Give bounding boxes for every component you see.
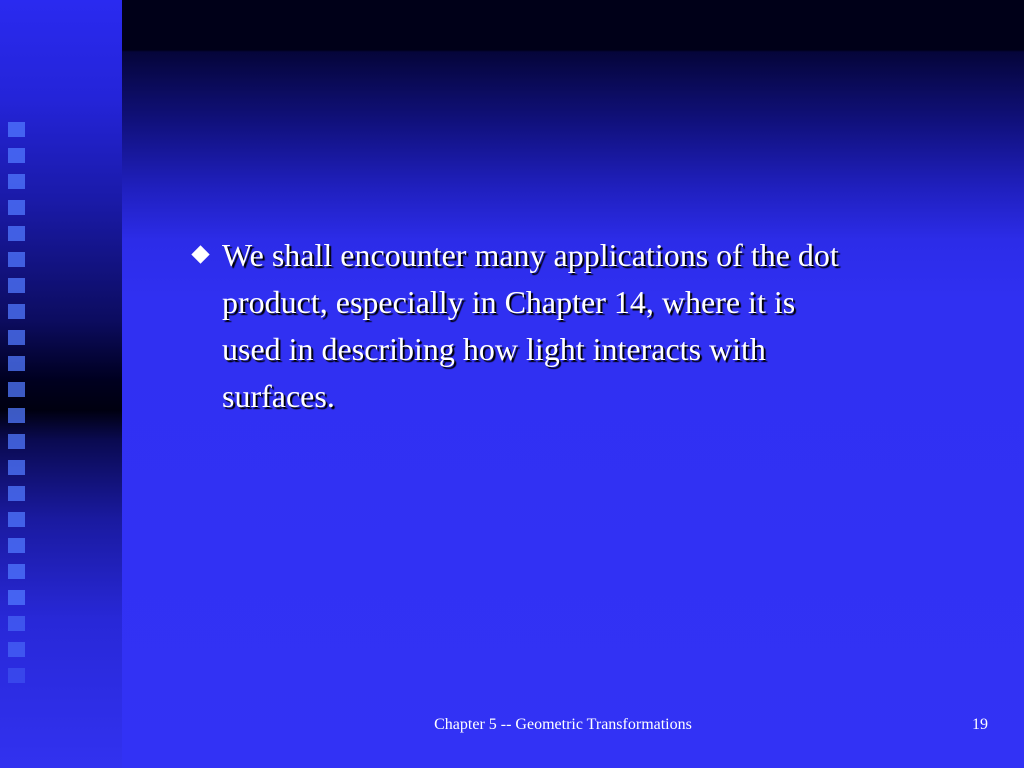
decorative-square	[8, 512, 25, 527]
slide-body	[190, 232, 990, 420]
decorative-square	[8, 538, 25, 553]
decorative-square	[8, 382, 25, 397]
decorative-square	[8, 486, 25, 501]
decorative-square	[8, 148, 25, 163]
decorative-square	[8, 330, 25, 345]
footer-title: Chapter 5 -- Geometric Transformations	[434, 716, 692, 733]
decorative-square	[8, 278, 25, 293]
decorative-square	[8, 226, 25, 241]
decorative-square	[8, 122, 25, 137]
bullet-item	[190, 232, 990, 420]
decorative-square	[8, 564, 25, 579]
decorative-square	[8, 356, 25, 371]
left-decorative-bar	[0, 0, 122, 768]
decorative-square	[8, 408, 25, 423]
decorative-square	[8, 642, 25, 657]
decorative-square	[8, 200, 25, 215]
decorative-square	[8, 460, 25, 475]
decorative-square	[8, 174, 25, 189]
page-number: 19	[972, 716, 988, 733]
decorative-square	[8, 616, 25, 631]
decorative-square	[8, 304, 25, 319]
decorative-square	[8, 668, 25, 683]
decorative-square	[8, 434, 25, 449]
bullet-text: We shall encounter many applications of the dot product, especially in Chapter 14, where it is used in describing how light interacts with surfaces.	[222, 237, 839, 414]
decorative-square	[8, 590, 25, 605]
diamond-bullet-icon	[191, 245, 209, 263]
decorative-square	[8, 252, 25, 267]
decorative-squares-column	[8, 122, 26, 694]
